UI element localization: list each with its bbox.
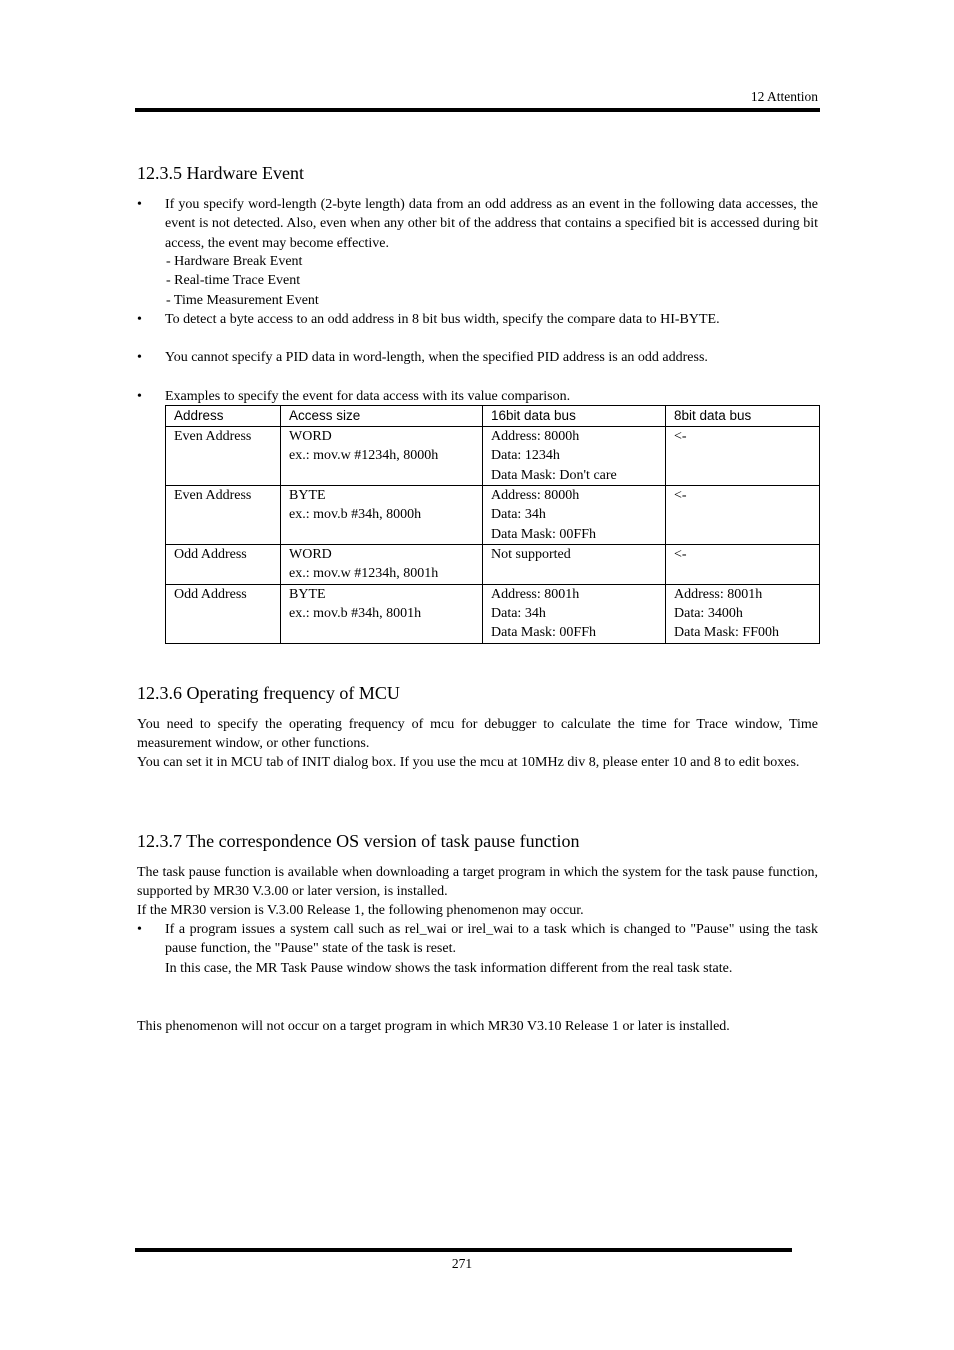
- cell-line: Data Mask: FF00h: [674, 625, 779, 641]
- access-size-cell: [281, 486, 483, 545]
- sub-item: - Time Measurement Event: [166, 293, 319, 308]
- cell-line: Odd Address: [174, 586, 247, 602]
- paragraph: This phenomenon will not occur on a target program in which MR30 V3.10 Release 1 or later is installed.: [137, 1019, 730, 1034]
- paragraph: If the MR30 version is V.3.00 Release 1, the following phenomenon may occur.: [137, 903, 584, 918]
- cell-line: ex.: mov.b #34h, 8001h: [289, 605, 422, 621]
- bullet-text: If you specify word-length (2-byte length) data from an odd address as an event in the following data accesses, the event is not detected. Also, even when any other bit of the address that contains a specified bit is accessed during bit access, the event may become effective.: [165, 197, 818, 251]
- cell-line: ex.: mov.w #1234h, 8000h: [289, 448, 439, 464]
- sub-item: - Real-time Trace Event: [166, 273, 301, 288]
- cell-line: <-: [674, 429, 687, 444]
- bullet-text: You cannot specify a PID data in word-length, when the specified PID address is an odd address.: [165, 350, 708, 365]
- bullet-item: [137, 195, 818, 253]
- cell-line: Data Mask: 00FFh: [491, 526, 596, 542]
- access-size-cell: [281, 584, 483, 643]
- bullet-item: [137, 310, 818, 329]
- cell-line: Address: 8001h: [491, 586, 580, 602]
- address-cell: [166, 584, 281, 643]
- access-size-cell: [281, 545, 483, 585]
- section-title-hardware-event: 12.3.5 Hardware Event: [137, 163, 304, 183]
- bullet-text: If a program issues a system call such as rel_wai or irel_wai to a task which is changed to "Pause" using the task pause function, the "Pause" state of the task is reset.: [165, 922, 818, 957]
- bus16-cell: [483, 545, 666, 585]
- bus8-cell: [666, 427, 820, 486]
- cell-line: Even Address: [174, 488, 252, 503]
- paragraph: You need to specify the operating frequency of mcu for debugger to calculate the time for Trace window, Time measurement window, or other functions.: [137, 717, 818, 752]
- address-cell: [166, 427, 281, 486]
- table-row: [166, 427, 820, 486]
- cell-line: ex.: mov.w #1234h, 8001h: [289, 566, 439, 582]
- table-row: [166, 545, 820, 585]
- cell-line: WORD: [289, 547, 332, 562]
- bullet-icon: •: [137, 312, 142, 327]
- address-cell: [166, 486, 281, 545]
- cell-line: Data Mask: 00FFh: [491, 625, 596, 641]
- bullet-icon: •: [137, 922, 142, 937]
- column-header-8bit-bus: 8bit data bus: [666, 406, 820, 427]
- bullet-icon: •: [137, 389, 142, 404]
- bus16-cell: [483, 427, 666, 486]
- running-header: 12 Attention: [750, 89, 818, 104]
- table-row: [166, 584, 820, 643]
- cell-line: Even Address: [174, 429, 252, 444]
- cell-line: Data: 1234h: [491, 448, 560, 464]
- page-number: 271: [451, 1256, 473, 1271]
- bullet-icon: •: [137, 350, 142, 365]
- footer-rule: [135, 1248, 792, 1252]
- bus8-cell: [666, 545, 820, 585]
- bullet-item: [137, 348, 818, 367]
- cell-line: <-: [674, 547, 687, 562]
- cell-line: Data: 3400h: [674, 605, 743, 621]
- section-title-os-version: 12.3.7 The correspondence OS version of task pause function: [137, 831, 580, 851]
- bullet-item: [137, 920, 818, 978]
- header-rule: [135, 108, 820, 112]
- event-examples-table: [165, 405, 820, 644]
- column-header-16bit-bus: 16bit data bus: [483, 406, 666, 427]
- paragraph: You can set it in MCU tab of INIT dialog box. If you use the mcu at 10MHz div 8, please enter 10 and 8 to edit boxes.: [137, 755, 800, 770]
- address-cell: [166, 545, 281, 585]
- bullet-text-continuation: In this case, the MR Task Pause window shows the task information different from the real task state.: [165, 960, 733, 976]
- bus16-cell: [483, 584, 666, 643]
- table-header-row: [166, 406, 820, 427]
- column-header-access-size: Access size: [281, 406, 483, 427]
- bullet-text: Examples to specify the event for data access with its value comparison.: [165, 389, 571, 404]
- bus8-cell: [666, 584, 820, 643]
- cell-line: Address: 8000h: [491, 488, 580, 503]
- bus16-cell: [483, 486, 666, 545]
- cell-line: Address: 8001h: [674, 586, 763, 602]
- bus8-cell: [666, 486, 820, 545]
- paragraph: The task pause function is available when downloading a target program in which the system for the task pause function, supported by MR30 V.3.00 or later version, is installed.: [137, 865, 818, 900]
- cell-line: Not supported: [491, 547, 571, 562]
- cell-line: Data: 34h: [491, 605, 546, 621]
- cell-line: Address: 8000h: [491, 429, 580, 444]
- table-row: [166, 486, 820, 545]
- bullet-text: To detect a byte access to an odd address in 8 bit bus width, specify the compare data to HI-BYTE.: [165, 312, 720, 327]
- section-title-operating-frequency: 12.3.6 Operating frequency of MCU: [137, 683, 400, 703]
- cell-line: Data: 34h: [491, 507, 546, 523]
- access-size-cell: [281, 427, 483, 486]
- cell-line: BYTE: [289, 586, 326, 602]
- cell-line: BYTE: [289, 488, 326, 503]
- sub-item: - Hardware Break Event: [166, 254, 303, 269]
- bullet-icon: •: [137, 197, 142, 212]
- cell-line: Data Mask: Don't care: [491, 467, 617, 483]
- cell-line: Odd Address: [174, 547, 247, 562]
- bullet-item: [137, 387, 818, 406]
- column-header-address: Address: [166, 406, 281, 427]
- cell-line: WORD: [289, 429, 332, 444]
- cell-line: <-: [674, 488, 687, 503]
- cell-line: ex.: mov.b #34h, 8000h: [289, 507, 422, 523]
